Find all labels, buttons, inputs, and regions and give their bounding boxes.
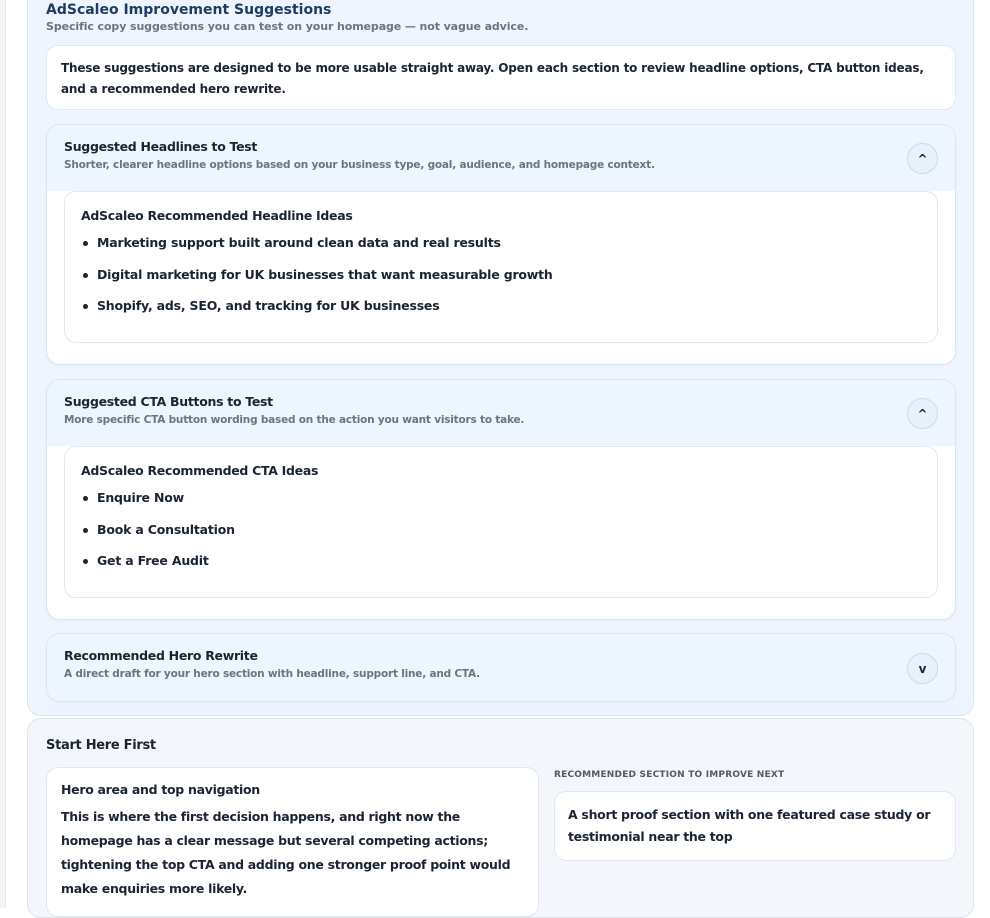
start-here-title: Start Here First [46, 738, 156, 753]
cta-ideas-card [64, 446, 938, 598]
collapse-chevron-up-icon[interactable]: ^ [907, 143, 938, 174]
accordion-header-hero-rewrite[interactable] [47, 634, 955, 702]
recommended-next-card: A short proof section with one featured case study or testimonial near the top [554, 791, 956, 861]
focus-area-card [46, 767, 539, 917]
accordion-subtitle: A direct draft for your hero section with headline, support line, and CTA. [64, 668, 480, 680]
accordion-title: Suggested CTA Buttons to Test [64, 394, 273, 409]
accordion-hero-rewrite [46, 633, 956, 702]
accordion-subtitle: More specific CTA button wording based on the action you want visitors to take. [64, 414, 525, 426]
accordion-subtitle: Shorter, clearer headline options based on your business type, goal, audience, and homepage context. [64, 159, 655, 171]
accordion-title: Recommended Hero Rewrite [64, 648, 258, 663]
improvement-suggestions-panel [27, 0, 974, 716]
panel-subtitle: Specific copy suggestions you can test on your homepage — not vague advice. [46, 20, 529, 33]
list-item: Book a Consultation [81, 522, 921, 554]
accordion-cta [46, 379, 956, 620]
focus-area-text: This is where the first decision happens, and right now the homepage has a clear message but several competing actions; tightening the top CTA and adding one stronger proof point would make enquiries more likely. [61, 809, 511, 896]
list-item: Digital marketing for UK businesses that want measurable growth [81, 267, 921, 299]
list-item: Get a Free Audit [81, 553, 921, 585]
start-here-panel [27, 718, 974, 918]
intro-note: These suggestions are designed to be more usable straight away. Open each section to review headline options, CTA button ideas, and a recommended hero rewrite. [46, 45, 956, 110]
list-item: Enquire Now [81, 490, 921, 522]
headline-ideas-title: AdScaleo Recommended Headline Ideas [81, 208, 353, 223]
headline-ideas-card [64, 191, 938, 343]
list-item: Marketing support built around clean data and real results [81, 235, 921, 267]
accordion-header-cta[interactable] [47, 380, 955, 446]
accordion-header-headlines[interactable] [47, 125, 955, 191]
panel-title: AdScaleo Improvement Suggestions [46, 2, 332, 18]
accordion-title: Suggested Headlines to Test [64, 139, 258, 154]
cta-ideas-title: AdScaleo Recommended CTA Ideas [81, 463, 319, 478]
list-item: Shopify, ads, SEO, and tracking for UK businesses [81, 298, 921, 330]
expand-chevron-down-icon[interactable]: v [907, 653, 938, 684]
page-left-edge [0, 0, 6, 908]
focus-area-title: Hero area and top navigation [61, 782, 260, 797]
recommended-next-label: RECOMMENDED SECTION TO IMPROVE NEXT [554, 770, 785, 780]
accordion-headlines [46, 124, 956, 365]
collapse-chevron-up-icon[interactable]: ^ [907, 398, 938, 429]
